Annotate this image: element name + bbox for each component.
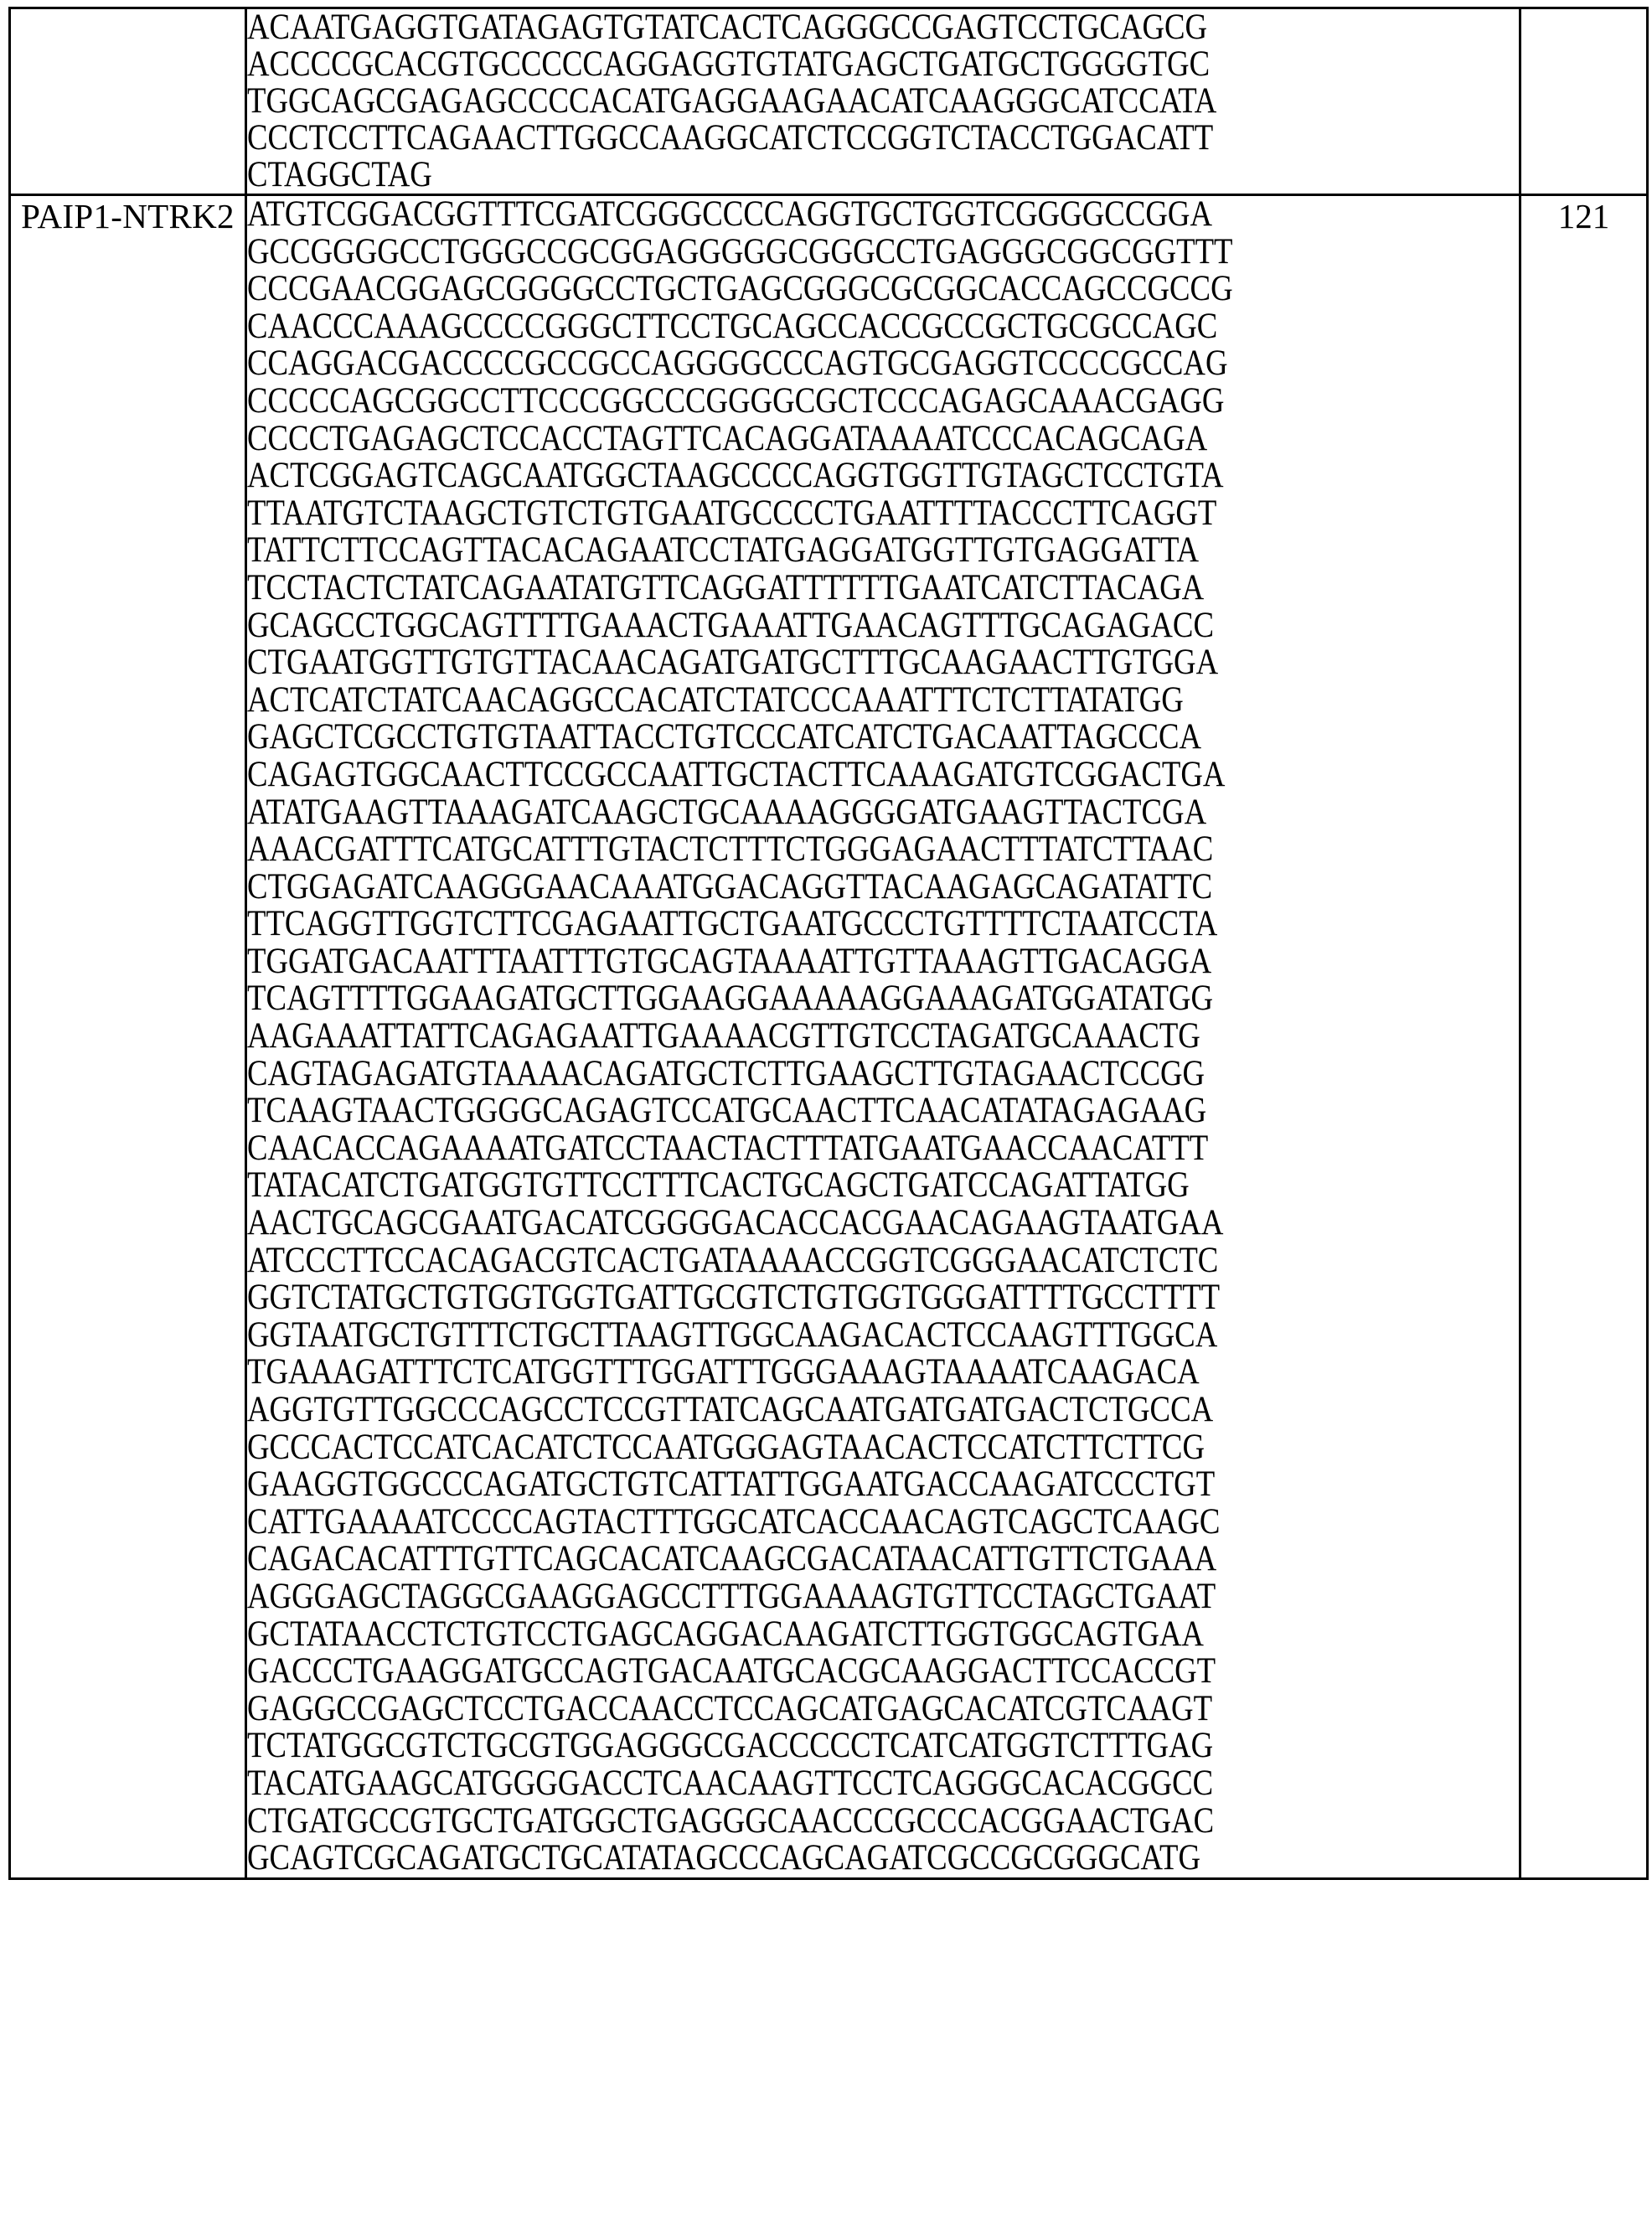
sequence-line: GCAGCCTGGCAGTTTTGAAACTGAAATTGAACAGTTTGCAGAGACC <box>247 605 1214 645</box>
sequence-line: GGTCTATGCTGTGGTGGTGATTGCGTCTGTGGTGGGATTTTGCCTTTT <box>247 1278 1221 1318</box>
sequence-line: TGGCAGCGAGAGCCCCACATGAGGAAGAACATCAAGGGCATCCATA <box>247 81 1217 121</box>
sequence-line: ACCCCGCACGTGCCCCCAGGAGGTGTATGAGCTGATGCTGGGGTGC <box>247 44 1211 84</box>
sequence-line: CCCTCCTTCAGAACTTGGCCAAGGCATCTCCGGTCTACCTGGACATT <box>247 118 1214 158</box>
sequence-line: GAGGCCGAGCTCCTGACCAACCTCCAGCATGAGCACATCGTCAAGT <box>247 1688 1213 1728</box>
sequence-line: GGTAATGCTGTTTCTGCTTAAGTTGGCAAGACACTCCAAGTTTGGCA <box>247 1314 1218 1355</box>
sequence-line: CAACACCAGAAAATGATCCTAACTACTTTATGAATGAACCAACATTT <box>247 1128 1209 1168</box>
sequence-line: GAAGGTGGCCCAGATGCTGTCATTATTGGAATGACCAAGATCCCTGT <box>247 1464 1216 1505</box>
sequence-line: GCCGGGGCCTGGGCCGCGGAGGGGGCGGGCCTGAGGGCGGCGGTTT <box>247 231 1233 271</box>
sequence-line: CTGAATGGTTGTGTTACAACAGATGATGCTTTGCAAGAACTTGTGGA <box>247 643 1219 683</box>
sequence-line: AACTGCAGCGAATGACATCGGGGACACCACGAACAGAAGTAATGAA <box>247 1203 1224 1243</box>
sequence-line: CCAGGACGACCCCGCCGCCAGGGGCCCAGTGCGAGGTCCCCGCCAG <box>247 343 1228 384</box>
sequence-line: CTGGAGATCAAGGGAACAAATGGACAGGTTACAAGAGCAGATATTC <box>247 866 1213 906</box>
sequence-line: ACTCGGAGTCAGCAATGGCTAAGCCCCAGGTGGTTGTAGCTCCTGTA <box>247 456 1224 496</box>
sequence-table <box>8 7 1649 1880</box>
sequence-line: ATATGAAGTTAAAGATCAAGCTGCAAAAGGGGATGAAGTTACTCGA <box>247 792 1207 832</box>
sequence-line: ACTCATCTATCAACAGGCCACATCTATCCCAAATTTCTCTTATATGG <box>247 679 1184 720</box>
sequence-line: TCCTACTCTATCAGAATATGTTCAGGATTTTTTGAATCATCTTACAGA <box>247 567 1205 607</box>
sequence-line: TGGATGACAATTTAATTTGTGCAGTAAAATTGTTAAAGTTGACAGGA <box>247 941 1212 981</box>
sequence-line: TGAAAGATTTCTCATGGTTTGGATTTGGGAAAGTAAAATCAAGACA <box>247 1352 1200 1392</box>
sequence-line: CTAGGCTAG <box>247 155 432 194</box>
sequence-line: CAACCCAAAGCCCCGGGCTTCCTGCAGCCACCGCCGCTGCGCCAGC <box>247 306 1218 346</box>
sequence-line: AGGGAGCTAGGCGAAGGAGCCTTTGGAAAAGTGTTCCTAGCTGAAT <box>247 1576 1216 1616</box>
fusion-name-cell <box>10 8 246 195</box>
sequence-line: TCAAGTAACTGGGGCAGAGTCCATGCAACTTCAACATATAGAGAAG <box>247 1091 1207 1131</box>
sequence-line: AAACGATTTCATGCATTTGTACTCTTTCTGGGAGAACTTTATCTTAAC <box>247 829 1214 870</box>
seq-id-no-cell: 121 <box>1520 195 1648 1879</box>
sequence-line: ACAATGAGGTGATAGAGTGTATCACTCAGGGCCGAGTCCTGCAGCG <box>247 8 1208 47</box>
sequence-line: CCCGAACGGAGCGGGGCCTGCTGAGCGGGCGCGGCACCAGCCGCCG <box>247 269 1233 309</box>
nucleotide-sequence-cell <box>246 8 1520 195</box>
sequence-line: AAGAAATTATTCAGAGAATTGAAAACGTTGTCCTAGATGCAAACTG <box>247 1016 1200 1056</box>
sequence-line: CAGAGTGGCAACTTCCGCCAATTGCTACTTCAAAGATGTCGGACTGA <box>247 754 1226 794</box>
sequence-lines-1 <box>247 196 1519 1877</box>
sequence-line: TTAATGTCTAAGCTGTCTGTGAATGCCCCTGAATTTTACCCTTCAGGT <box>247 493 1217 533</box>
sequence-line: GCTATAACCTCTGTCCTGAGCAGGACAAGATCTTGGTGGCAGTGAA <box>247 1614 1204 1654</box>
seq-id-no-cell <box>1520 8 1648 195</box>
sequence-line: CTGATGCCGTGCTGATGGCTGAGGGCAACCCGCCCACGGAACTGAC <box>247 1800 1215 1841</box>
nucleotide-sequence-cell <box>246 195 1520 1879</box>
sequence-line: TACATGAAGCATGGGGACCTCAACAAGTTCCTCAGGGCACACGGCC <box>247 1763 1214 1803</box>
sequence-line: TATTCTTCCAGTTACACAGAATCCTATGAGGATGGTTGTGAGGATTA <box>247 530 1200 571</box>
sequence-line: GACCCTGAAGGATGCCAGTGACAATGCACGCAAGGACTTCCACCGT <box>247 1651 1216 1691</box>
table-row <box>10 195 1648 1879</box>
sequence-table-body <box>10 8 1648 1879</box>
sequence-line: CAGACACATTTGTTCAGCACATCAAGCGACATAACATTGTTCTGAAA <box>247 1539 1217 1579</box>
sequence-line: ATCCCTTCCACAGACGTCACTGATAAAACCGGTCGGGAACATCTCTC <box>247 1240 1219 1280</box>
sequence-line: GCAGTCGCAGATGCTGCATATAGCCCAGCAGATCGCCGCGGGCATG <box>247 1838 1201 1878</box>
sequence-line: GCCCACTCCATCACATCTCCAATGGGAGTAACACTCCATCTTCTTCG <box>247 1427 1205 1467</box>
sequence-line: TATACATCTGATGGTGTTCCTTTCACTGCAGCTGATCCAGATTATGG <box>247 1165 1190 1206</box>
sequence-line: GAGCTCGCCTGTGTAATTACCTGTCCCATCATCTGACAATTAGCCCA <box>247 717 1202 757</box>
sequence-lines-0 <box>247 9 1519 194</box>
sequence-line: AGGTGTTGGCCCAGCCTCCGTTATCAGCAATGATGATGACTCTGCCA <box>247 1390 1214 1429</box>
sequence-line: TCAGTTTTGGAAGATGCTTGGAAGGAAAAAGGAAAGATGGATATGG <box>247 979 1214 1019</box>
sequence-line: ATGTCGGACGGTTTCGATCGGGCCCCAGGTGCTGGTCGGGGCCGGA <box>247 194 1213 234</box>
sequence-line: CAGTAGAGATGTAAAACAGATGCTCTTGAAGCTTGTAGAACTCCGG <box>247 1053 1205 1093</box>
table-row <box>10 8 1648 195</box>
sequence-line: CCCCTGAGAGCTCCACCTAGTTCACAGGATAAAATCCCACAGCAGA <box>247 418 1208 458</box>
sequence-line: CATTGAAAATCCCCAGTACTTTGGCATCACCAACAGTCAGCTCAAGC <box>247 1501 1221 1542</box>
fusion-name-cell: PAIP1-NTRK2 <box>10 195 246 1879</box>
sequence-line: TTCAGGTTGGTCTTCGAGAATTGCTGAATGCCCTGTTTTCTAATCCTA <box>247 904 1218 944</box>
sequence-line: TCTATGGCGTCTGCGTGGAGGGCGACCCCCTCATCATGGTCTTTGAG <box>247 1726 1214 1766</box>
sequence-line: CCCCCAGCGGCCTTCCCGGCCCGGGGCGCTCCCAGAGCAAACGAGG <box>247 380 1225 421</box>
